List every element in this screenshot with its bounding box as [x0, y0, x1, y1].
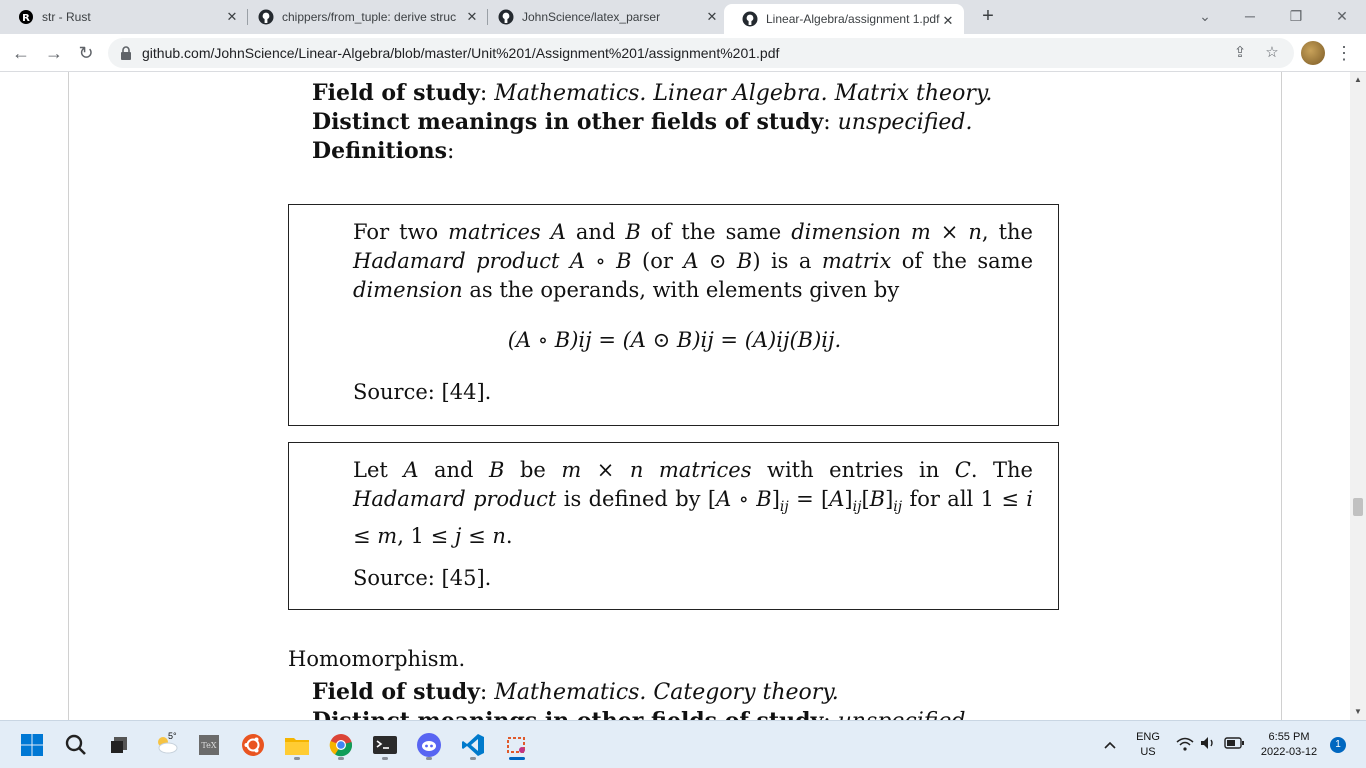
lock-icon[interactable]: [120, 46, 132, 60]
field-of-study-line: Field of study: Mathematics. Linear Algebra. Matrix theory.: [312, 80, 993, 106]
battery-icon: [1224, 736, 1244, 754]
source-citation: Source: [44].: [353, 380, 492, 404]
terminal-icon[interactable]: [369, 729, 401, 761]
notification-badge[interactable]: 1: [1330, 737, 1346, 753]
url-text[interactable]: github.com/JohnScience/Linear-Algebra/blob/master/Unit%201/Assignment%201/assignment%201.pdf: [142, 45, 780, 61]
close-icon[interactable]: ✕: [706, 9, 718, 24]
definition-text: For two matrices A and B of the same dimension m × n, the Hadamard product A ∘ B (or A ⊙ B) is a matrix of the same dimension as the operands, with elements given by: [353, 220, 1034, 302]
tex-app-icon[interactable]: [193, 729, 225, 761]
vertical-scrollbar[interactable]: [1350, 72, 1366, 720]
tab-search-icon[interactable]: ⌄: [1199, 8, 1211, 24]
tab-title: JohnScience/latex_parser: [522, 10, 661, 24]
windows-taskbar: [0, 720, 1366, 768]
chevron-up-icon[interactable]: [1094, 729, 1126, 761]
tab-str-rust[interactable]: [0, 0, 248, 34]
task-view-icon[interactable]: [103, 729, 135, 761]
reload-icon[interactable]: ↻: [78, 43, 94, 63]
close-icon[interactable]: ✕: [226, 9, 238, 24]
github-icon: [258, 9, 274, 25]
windows-start-icon[interactable]: [16, 729, 48, 761]
github-icon: [498, 9, 514, 25]
snipping-tool-icon[interactable]: [501, 729, 533, 761]
discord-icon[interactable]: [413, 729, 445, 761]
more-menu-icon[interactable]: ⋮: [1335, 43, 1353, 63]
clock[interactable]: 6:55 PM 2022-03-12: [1260, 731, 1318, 758]
field-of-study-line: Field of study: Mathematics. Category theory.: [312, 679, 839, 705]
forward-icon[interactable]: →: [45, 43, 63, 63]
restore-icon[interactable]: ❐: [1289, 8, 1303, 24]
tab-title: Linear-Algebra/assignment 1.pdf: [766, 12, 940, 26]
search-icon[interactable]: [60, 729, 92, 761]
scroll-down-icon[interactable]: ▼: [1354, 707, 1362, 716]
tab-assignment-pdf[interactable]: [724, 4, 964, 34]
tab-title: str - Rust: [42, 10, 91, 24]
definition-box-2: [288, 442, 1059, 610]
source-citation: Source: [45].: [353, 566, 492, 590]
volume-icon: [1200, 736, 1216, 755]
distinct-meanings-line: Distinct meanings in other fields of study: unspecified.: [312, 109, 973, 135]
system-tray-icons[interactable]: [1170, 729, 1250, 761]
scroll-thumb[interactable]: [1353, 498, 1363, 516]
wifi-icon: [1176, 737, 1194, 754]
bookmark-star-icon[interactable]: ☆: [1265, 44, 1279, 61]
back-icon[interactable]: ←: [12, 43, 30, 63]
vscode-icon[interactable]: [457, 729, 489, 761]
weather-temp: 5°: [168, 731, 177, 741]
svg-text:R: R: [22, 13, 30, 24]
github-icon: [742, 11, 758, 27]
minimize-icon[interactable]: ─: [1245, 8, 1255, 24]
tab-latex-parser[interactable]: [480, 0, 728, 34]
share-icon[interactable]: ⇪: [1233, 44, 1247, 61]
browser-toolbar: [0, 34, 1366, 72]
definition-box-1: [288, 204, 1059, 426]
window-close-icon[interactable]: ✕: [1336, 8, 1348, 24]
hadamard-formula: (A ∘ B)ij = (A ⊙ B)ij = (A)ij(B)ij.: [507, 328, 842, 352]
rust-icon: [18, 9, 34, 25]
file-explorer-icon[interactable]: [281, 729, 313, 761]
svg-text:TeX: TeX: [201, 741, 217, 750]
profile-avatar[interactable]: [1301, 41, 1325, 65]
pdf-viewport: [0, 72, 1350, 720]
tab-strip: [0, 0, 1366, 34]
close-icon[interactable]: ✕: [466, 9, 478, 24]
ubuntu-icon[interactable]: [237, 729, 269, 761]
address-bar[interactable]: [108, 38, 1294, 68]
definition-text: Let A and B be m × n matrices with entries in C. The Hadamard product is defined by [A ∘ $B]_{ij} = [A]_{ij}[B]_{ij}$ for all 1 ≤ i ≤ m, 1 ≤ j ≤ n.: [353, 458, 1033, 549]
definitions-heading: Definitions:: [312, 138, 455, 164]
new-tab-button[interactable]: +: [982, 5, 994, 27]
chrome-icon[interactable]: [325, 729, 357, 761]
citation-link[interactable]: [44].: [441, 380, 492, 404]
weather-widget[interactable]: [150, 729, 182, 761]
tab-title: chippers/from_tuple: derive struc: [282, 10, 457, 24]
citation-link[interactable]: [45].: [441, 566, 492, 590]
close-icon[interactable]: ✕: [942, 13, 954, 28]
tab-from-tuple[interactable]: [240, 0, 488, 34]
term-heading: Homomorphism.: [288, 647, 466, 671]
input-language[interactable]: ENG US: [1136, 731, 1160, 758]
scroll-up-icon[interactable]: ▲: [1354, 75, 1362, 84]
